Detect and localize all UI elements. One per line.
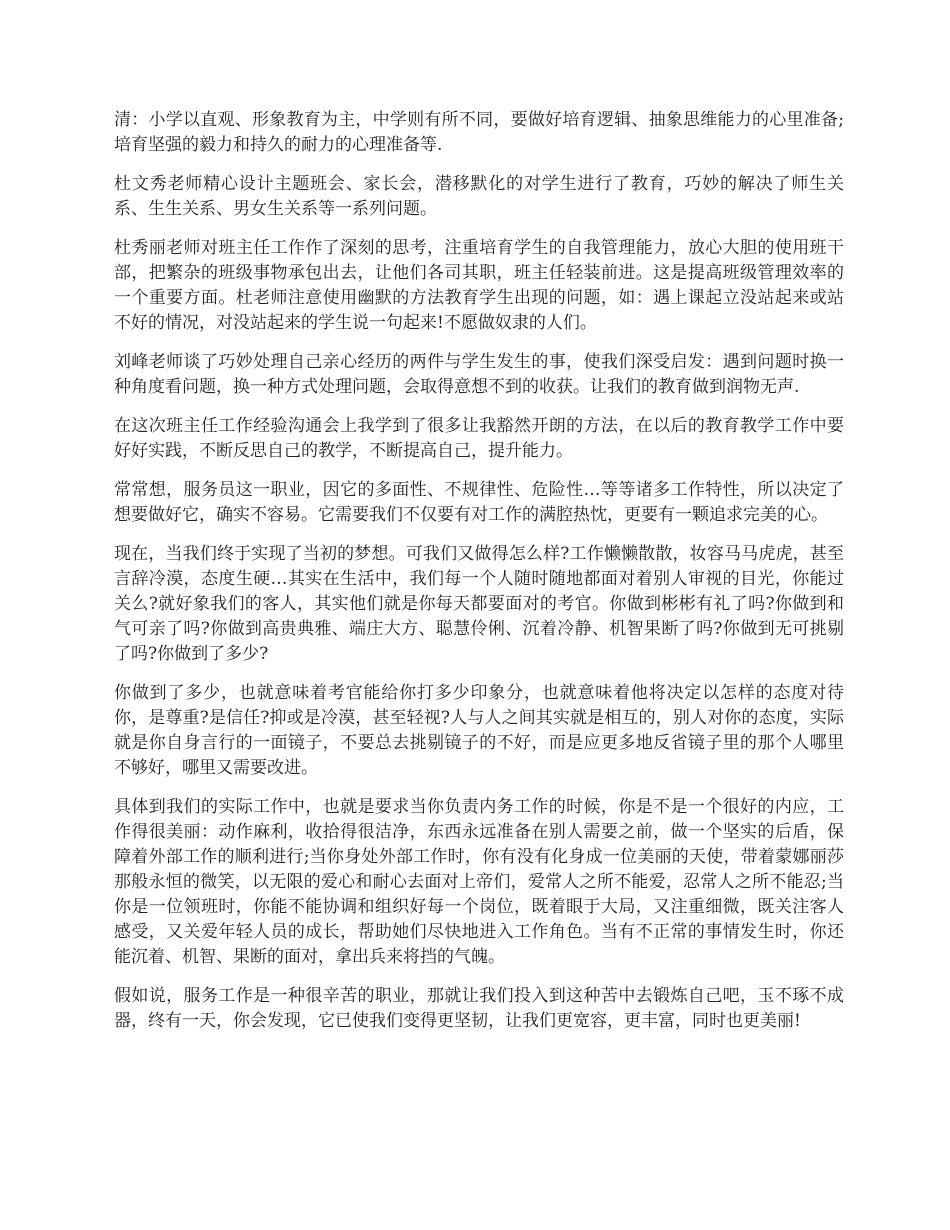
- paragraph-9: 具体到我们的实际工作中，也就是要求当你负责内务工作的时候，你是不是一个很好的内应，工作得很美丽：动作麻利，收拾得很洁净，东西永远准备在别人需要之前，做一个坚实的后盾，保障着外部工作的顺利进行;当你身处外部工作时，你有没有化身成一位美丽的天使，带着蒙娜丽莎那般永恒的微笑，以无限的爱心和耐心去面对上帝们，爱常人之所不能爱，忍常人之所不能忍;当你是一位领班时，你能不能协调和组织好每一个岗位，既着眼于大局，又注重细微，既关注客人感受，又关爱年轻人员的成长，帮助她们尽快地进入工作角色。当有不正常的事情发生时，你还能沉着、机智、果断的面对，拿出兵来将挡的气魄。: [114, 797, 844, 967]
- paragraph-2: 杜文秀老师精心设计主题班会、家长会，潜移默化的对学生进行了教育，巧妙的解决了师生关系、生生关系、男女生关系等一系列问题。: [114, 174, 844, 219]
- paragraph-3: 杜秀丽老师对班主任工作作了深刻的思考，注重培育学生的自我管理能力，放心大胆的使用班干部，把繁杂的班级事物承包出去，让他们各司其职，班主任轻装前进。这是提高班级管理效率的一个重要方面。杜老师注意使用幽默的方法教育学生出现的问题，如：遇上课起立没站起来或站不好的情况，对没站起来的学生说一句起来!不愿做奴隶的人们。: [114, 238, 844, 333]
- paragraph-7: 现在，当我们终于实现了当初的梦想。可我们又做得怎么样?工作懒懒散散，妆容马马虎虎，甚至言辞冷漠，态度生硬…其实在生活中，我们每一个人随时随地都面对着别人审视的目光，你能过关么?就好象我们的客人，其实他们就是你每天都要面对的考官。你做到彬彬有礼了吗?你做到和气可亲了吗?你做到高贵典雅、端庄大方、聪慧伶俐、沉着冷静、机智果断了吗?你做到无可挑剔了吗?你做到了多少?: [114, 544, 844, 664]
- paragraph-10: 假如说，服务工作是一种很辛苦的职业，那就让我们投入到这种苦中去锻炼自己吧，玉不琢不成器，终有一天，你会发现，它已使我们变得更坚韧，让我们更宽容，更丰富，同时也更美丽!: [114, 986, 844, 1031]
- paragraph-1: 清：小学以直观、形象教育为主，中学则有所不同，要做好培育逻辑、抽象思维能力的心里准备;培育坚强的毅力和持久的耐力的心理准备等.: [114, 110, 844, 155]
- paragraph-8: 你做到了多少，也就意味着考官能给你打多少印象分，也就意味着他将决定以怎样的态度对待你，是尊重?是信任?抑或是冷漠，甚至轻视?人与人之间其实就是相互的，别人对你的态度，实际就是你自身言行的一面镜子，不要总去挑剔镜子的不好，而是应更多地反省镜子里的那个人哪里不够好，哪里又需要改进。: [114, 683, 844, 778]
- document-page: [114, 108, 844, 1048]
- paragraph-6: 常常想，服务员这一职业，因它的多面性、不规律性、危险性…等等诸多工作特性，所以决定了想要做好它，确实不容易。它需要我们不仅要有对工作的满腔热忱，更要有一颗追求完美的心。: [114, 480, 844, 525]
- paragraph-4: 刘峰老师谈了巧妙处理自己亲心经历的两件与学生发生的事，使我们深受启发：遇到问题时换一种角度看问题，换一种方式处理问题，会取得意想不到的收获。让我们的教育做到润物无声.: [114, 352, 844, 397]
- paragraph-5: 在这次班主任工作经验沟通会上我学到了很多让我豁然开朗的方法，在以后的教育教学工作中要好好实践，不断反思自己的教学，不断提高自己，提升能力。: [114, 416, 844, 461]
